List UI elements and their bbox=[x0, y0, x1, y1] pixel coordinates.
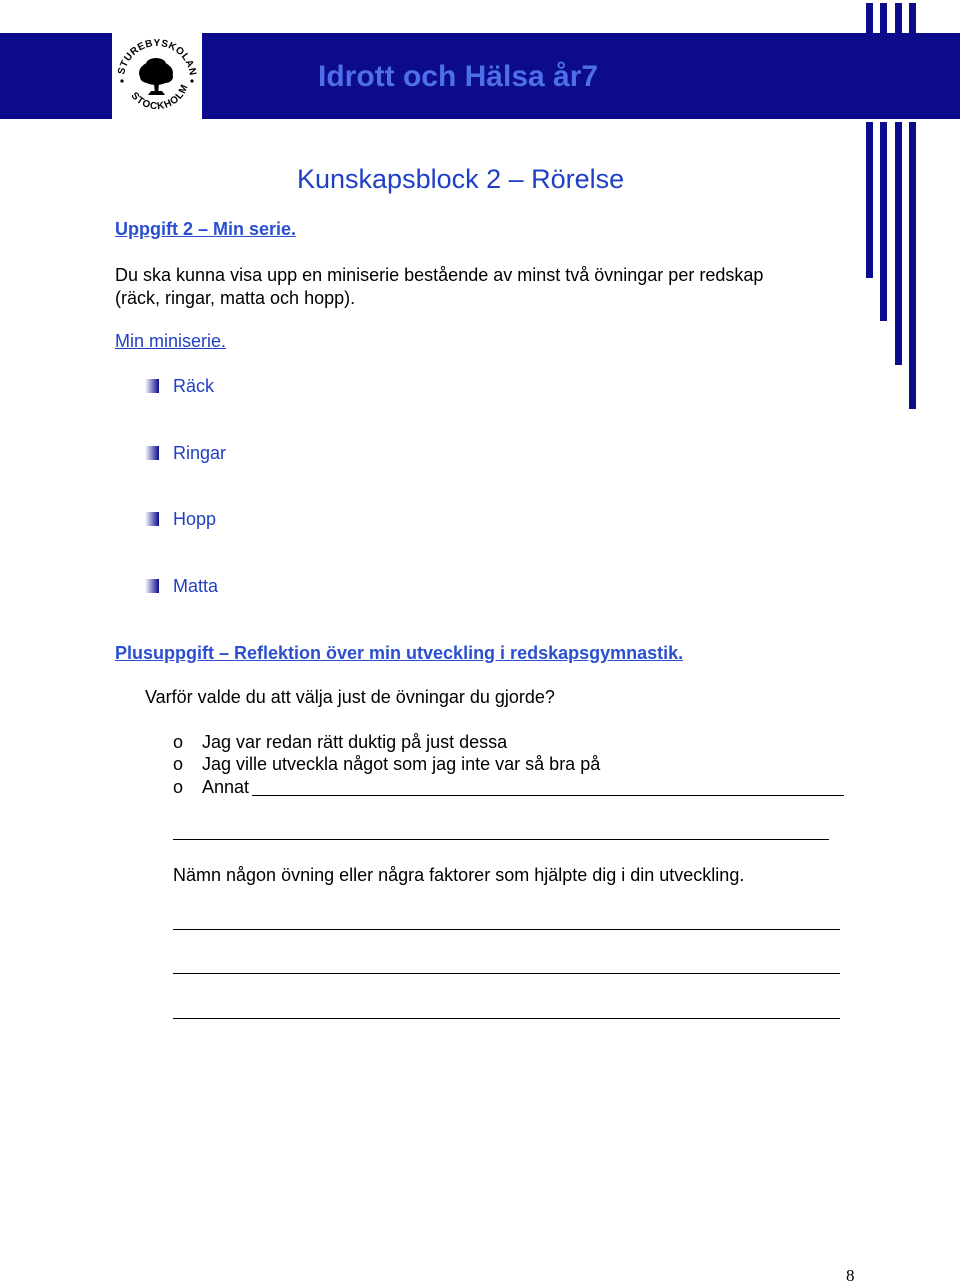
answer-line[interactable] bbox=[173, 839, 829, 840]
svg-text:STUREBYSKOLAN: STUREBYSKOLAN bbox=[116, 37, 198, 77]
answer-line[interactable] bbox=[173, 929, 840, 930]
decor-bar-gap bbox=[860, 119, 920, 122]
decor-bar-3 bbox=[895, 3, 902, 365]
option-2-text: Jag ville utveckla något som jag inte var så bra på bbox=[202, 754, 601, 774]
square-bullet-icon bbox=[145, 446, 159, 460]
decor-bar-2 bbox=[880, 3, 887, 321]
option-marker: o bbox=[173, 754, 184, 774]
instruction-line-1: Du ska kunna visa upp en miniserie bestående av minst två övningar per redskap bbox=[115, 265, 764, 285]
answer-line[interactable] bbox=[173, 1018, 840, 1019]
square-bullet-icon bbox=[145, 379, 159, 393]
option-marker: o bbox=[173, 732, 184, 752]
page-title: Kunskapsblock 2 – Rörelse bbox=[297, 164, 625, 194]
page-number: 8 bbox=[846, 1266, 855, 1285]
apparatus-item-hopp: Hopp bbox=[173, 509, 217, 529]
instruction-paragraph bbox=[115, 264, 835, 310]
question-1: Varför valde du att välja just de övningar du gjorde? bbox=[145, 687, 555, 707]
annat-answer-line[interactable] bbox=[252, 795, 844, 796]
school-logo bbox=[112, 33, 202, 119]
apparatus-item-ringar: Ringar bbox=[173, 443, 227, 463]
question-2: Nämn någon övning eller några faktorer som hjälpte dig i din utveckling. bbox=[173, 865, 745, 885]
answer-line[interactable] bbox=[173, 973, 840, 974]
task-heading: Uppgift 2 – Min serie. bbox=[115, 219, 297, 239]
square-bullet-icon bbox=[145, 579, 159, 593]
apparatus-item-matta: Matta bbox=[173, 576, 219, 596]
option-1-text: Jag var redan rätt duktig på just dessa bbox=[202, 732, 508, 752]
plus-task-heading: Plusuppgift – Reflektion över min utveckling i redskapsgymnastik. bbox=[115, 643, 684, 663]
square-bullet-icon bbox=[145, 512, 159, 526]
miniserie-label: Min miniserie. bbox=[115, 331, 227, 351]
decor-bar-1 bbox=[866, 3, 873, 278]
instruction-line-2: (räck, ringar, matta och hopp). bbox=[115, 288, 356, 308]
svg-text:STOCKHOLM: STOCKHOLM bbox=[128, 82, 191, 113]
header-title: Idrott och Hälsa år7 bbox=[318, 60, 599, 93]
option-3-text: Annat bbox=[202, 777, 250, 797]
option-marker: o bbox=[173, 777, 184, 797]
apparatus-item-rack: Räck bbox=[173, 376, 215, 396]
decor-bar-4 bbox=[909, 3, 916, 409]
